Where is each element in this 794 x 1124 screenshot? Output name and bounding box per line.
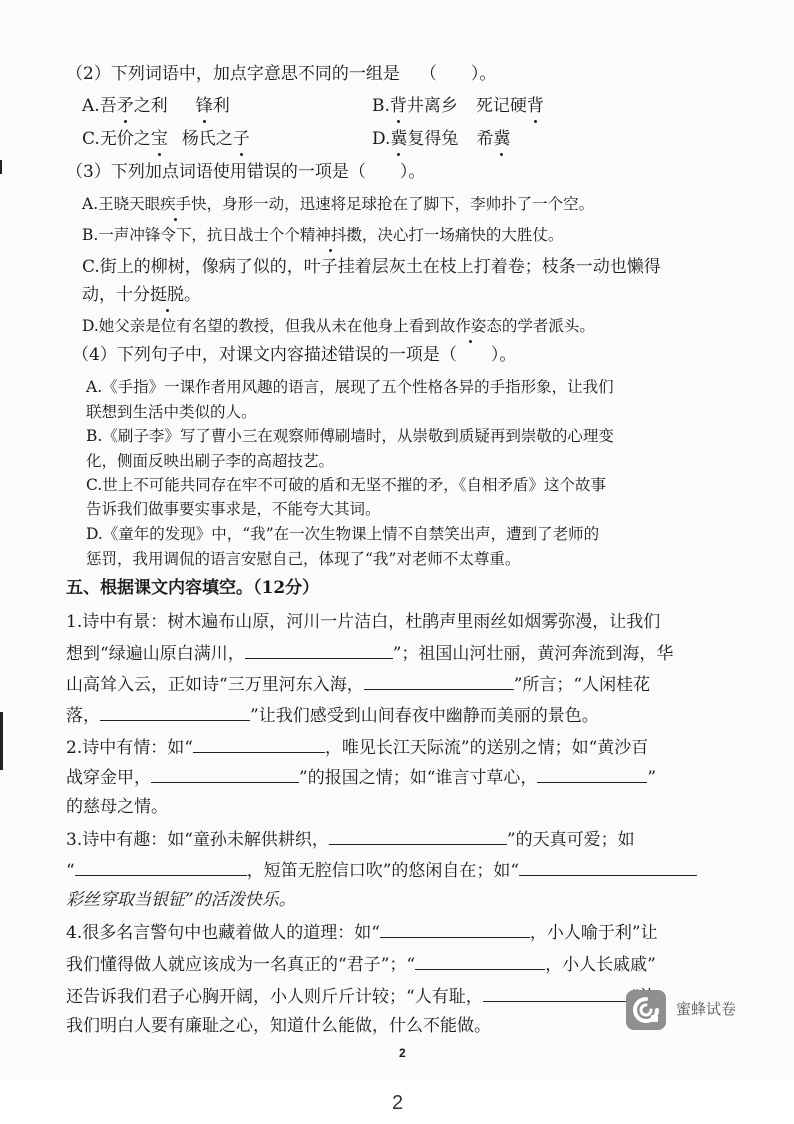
page-number-small: 2 xyxy=(399,1046,406,1060)
q3-option-c-line1: C.街上的柳树，像病了似的，叶子挂着层灰土在枝上打着卷；枝条一动也懒得 xyxy=(82,257,661,277)
q2-option-b: B.背井离乡 死记硬背 xyxy=(372,96,544,116)
fill-blank[interactable] xyxy=(415,952,545,970)
q4-option-b-line1: B.《刷子李》写了曹小三在观察师傅刷墙时，从崇敬到质疑再到崇敬的心理变 xyxy=(86,427,614,445)
emphasis-dot: 冀 xyxy=(493,129,511,149)
fill-blank[interactable] xyxy=(329,827,507,845)
scan-edge-mark xyxy=(0,712,3,770)
emphasis-dot: 挺脱 xyxy=(150,285,184,305)
s5-p3-line1: 3.诗中有趣：如“童孙未解供耕织， ”的天真可爱；如 xyxy=(66,827,635,852)
s5-p3-line2: “ ，短笛无腔信口吹”的悠闲自在；如“ xyxy=(66,858,697,883)
fill-blank[interactable] xyxy=(364,672,514,690)
q4-option-d-line2: 惩罚，我用调侃的语言安慰自己，体现了“我”对老师不太尊重。 xyxy=(86,550,521,568)
watermark-text: 蜜蜂试卷 xyxy=(676,1000,737,1018)
fill-blank[interactable] xyxy=(151,765,299,783)
fill-blank[interactable] xyxy=(100,703,250,721)
s5-p4-line4: 我们明白人要有廉耻之心，知道什么能做，什么不能做。 xyxy=(66,1016,491,1036)
bee-logo-icon xyxy=(626,990,666,1030)
s5-p2-line1: 2.诗中有情：如“ ，唯见长江天际流”的送别之情；如“黄沙百 xyxy=(66,735,648,760)
s5-p2-line3: 的慈母之情。 xyxy=(66,797,168,817)
q2-option-a: A.吾矛之利 锋利 xyxy=(82,96,230,116)
fill-blank[interactable] xyxy=(245,641,393,659)
q4-stem: （4）下列句子中，对课文内容描述错误的一项是（ ）。 xyxy=(72,345,517,365)
fill-blank[interactable] xyxy=(483,984,631,1002)
s5-p3-line3: 彩丝穿取当银钲”的活泼快乐。 xyxy=(66,890,296,910)
q4-option-b-line2: 化，侧面反映出刷子李的高超技艺。 xyxy=(86,452,335,470)
q4-option-d-line1: D.《童年的发现》中，“我”在一次生物课上情不自禁笑出声，遭到了老师的 xyxy=(86,525,600,543)
section5-title: 五、根据课文内容填空。（12分） xyxy=(66,578,320,598)
s5-p1-line3: 山高耸入云，正如诗“三万里河东入海， ”所言；“人闲桂花 xyxy=(66,672,650,697)
emphasis-dot: 宝 xyxy=(150,129,168,149)
q2-stem: （2）下列词语中，加点字意思不同的一组是 （ ）。 xyxy=(66,64,497,84)
fill-blank[interactable] xyxy=(537,765,647,783)
s5-p4-line3: 还告诉我们君子心胸开阔，小人则斤斤计较；“人有耻， xyxy=(66,984,656,1009)
scan-edge-mark xyxy=(0,160,2,174)
s5-p1-line1: 1.诗中有景：树木遍布山原，河川一片洁白，杜鹃声里雨丝如烟雾弥漫，让我们 xyxy=(66,612,661,632)
q2-option-d: D.冀复得兔 希冀 xyxy=(372,129,511,149)
emphasis-dot: 精神抖擞 xyxy=(300,223,362,247)
q3-stem: （3）下列加点词语使用错误的一项是（ ）。 xyxy=(66,162,426,182)
emphasis-dot: 矛 xyxy=(116,96,134,116)
emphasis-dot: 故作姿态 xyxy=(440,314,502,338)
fill-blank[interactable] xyxy=(380,920,530,938)
q4-option-a-line2: 联想到生活中类似的人。 xyxy=(86,403,257,421)
s5-p1-line2: 想到“绿遍山原白满川， ”；祖国山河壮丽，黄河奔流到海，华 xyxy=(66,641,673,666)
q2-option-c: C.无价之宝 杨氏之子 xyxy=(82,129,250,149)
q3-option-b: B.一声冲锋令下，抗日战士个个精神抖擞，决心打一场痛快的大胜仗。 xyxy=(82,223,563,247)
emphasis-dot: 眼疾手快 xyxy=(145,192,207,216)
q4-option-a-line1: A.《手指》一课作者用风趣的语言，展现了五个性格各异的手指形象，让我们 xyxy=(86,378,614,396)
emphasis-dot: 背 xyxy=(526,96,544,116)
s5-p4-line1: 4.很多名言警句中也藏着做人的道理：如“ ，小人喻于利”让 xyxy=(66,920,658,945)
page-number: 2 xyxy=(392,1092,404,1114)
s5-p4-line2: 我们懂得做人就应该成为一名真正的“君子”；“ ，小人长戚戚” xyxy=(66,952,656,977)
q4-option-c-line2: 告诉我们做事要实事求是，不能夸大其词。 xyxy=(86,500,381,518)
q3-option-a: A.王晓天眼疾手快，身形一动，迅速将足球抢在了脚下，李帅扑了一个空。 xyxy=(82,192,594,216)
fill-blank[interactable] xyxy=(75,858,247,876)
fill-blank[interactable] xyxy=(193,735,325,753)
q3-option-c-line2: 动，十分挺脱。 xyxy=(82,285,201,305)
emphasis-dot: 子 xyxy=(232,129,250,149)
emphasis-dot: 背 xyxy=(389,96,407,116)
q3-option-d: D.她父亲是位有名望的教授，但我从未在他身上看到故作姿态的学者派头。 xyxy=(82,314,595,338)
emphasis-dot: 锋 xyxy=(195,96,213,116)
s5-p1-line4: 落， ”让我们感受到山间春夜中幽静而美丽的景色。 xyxy=(66,703,599,728)
q4-option-c-line1: C.世上不可能共同存在牢不可破的盾和无坚不摧的矛，《自相矛盾》这个故事 xyxy=(86,476,606,494)
s5-p2-line2: 战穿金甲， ”的报国之情；如“谁言寸草心， ” xyxy=(66,765,656,790)
watermark xyxy=(626,990,786,1030)
emphasis-dot: 冀 xyxy=(390,129,408,149)
fill-blank[interactable] xyxy=(519,858,697,876)
